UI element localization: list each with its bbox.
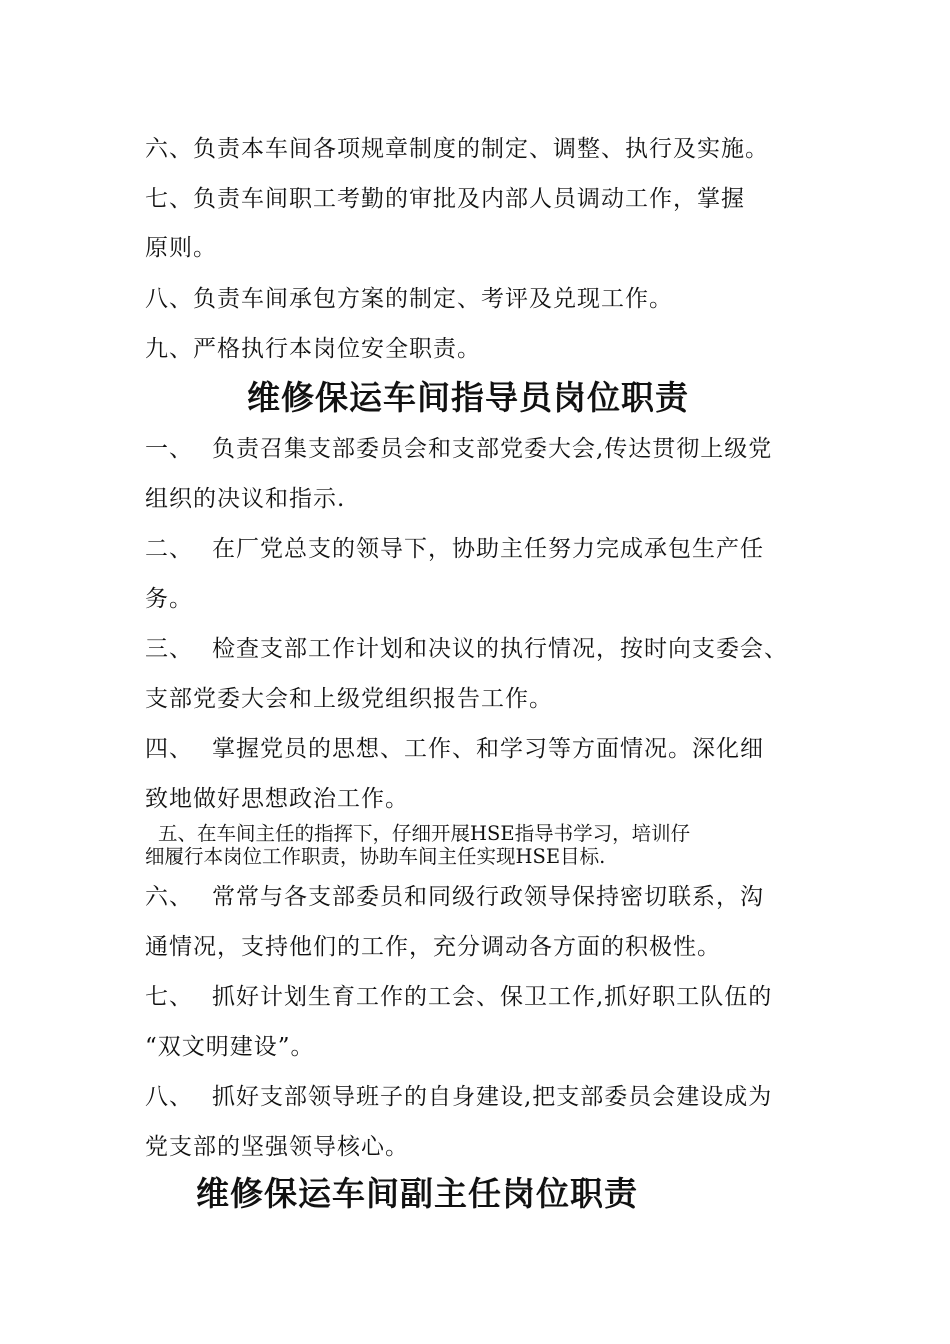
list-item-4-cont: 致地做好思想政治工作。: [145, 786, 409, 812]
item-text: 检查支部工作计划和决议的执行情况，按时向支委会、: [212, 636, 788, 662]
list-item-8: [145, 1082, 772, 1112]
item-text: 抓好计划生育工作的工会、保卫工作,抓好职工队伍的: [212, 984, 773, 1010]
list-item-1: [145, 434, 772, 464]
list-item-3: [145, 634, 788, 664]
list-item-2-cont: 务。: [145, 586, 193, 612]
text-line-seven-cont: 原则。: [145, 235, 217, 261]
item-number: 六、: [145, 884, 193, 910]
list-item-6-cont: 通情况，支持他们的工作，充分调动各方面的积极性。: [145, 934, 721, 960]
list-item-1-cont: 组织的决议和指示.: [145, 486, 346, 512]
item-number: 四、: [145, 736, 193, 762]
item-text: 负责召集支部委员会和支部党委大会,传达贯彻上级党: [212, 436, 773, 462]
item-number: 七、: [145, 984, 193, 1010]
item-text: 在厂党总支的领导下，协助主任努力完成承包生产任: [212, 536, 764, 562]
list-item-3-cont: 支部党委大会和上级党组织报告工作。: [145, 686, 553, 712]
list-item-5: 五、在车间主任的指挥下，仔细开展HSE指导书学习，培训仔: [158, 822, 691, 845]
item-number: 八、: [145, 1084, 193, 1110]
section-title-instructor: 维修保运车间指导员岗位职责: [247, 378, 689, 417]
text-line-nine: 九、严格执行本岗位安全职责。: [145, 336, 481, 362]
item-number: 一、: [145, 436, 193, 462]
item-text: 掌握党员的思想、工作、和学习等方面情况。深化细: [212, 736, 764, 762]
item-number: 三、: [145, 636, 193, 662]
text-line-six: 六、负责本车间各项规章制度的制定、调整、执行及实施。: [145, 136, 769, 162]
list-item-7: [145, 982, 772, 1012]
text-line-eight: 八、负责车间承包方案的制定、考评及兑现工作。: [145, 286, 673, 312]
text-line-seven: 七、负责车间职工考勤的审批及内部人员调动工作，掌握: [145, 186, 745, 212]
list-item-8-cont: 党支部的坚强领导核心。: [145, 1134, 409, 1160]
item-text: 常常与各支部委员和同级行政领导保持密切联系，沟: [212, 884, 764, 910]
item-number: 二、: [145, 536, 193, 562]
list-item-4: [145, 734, 764, 764]
section-title-deputy-director: 维修保运车间副主任岗位职责: [196, 1174, 638, 1213]
item-text: 抓好支部领导班子的自身建设,把支部委员会建设成为: [212, 1084, 773, 1110]
list-item-2: [145, 534, 764, 564]
list-item-5-cont: 细履行本岗位工作职责，协助车间主任实现HSE目标.: [145, 845, 606, 868]
list-item-6: [145, 882, 764, 912]
list-item-7-cont: “双文明建设”。: [145, 1034, 315, 1060]
